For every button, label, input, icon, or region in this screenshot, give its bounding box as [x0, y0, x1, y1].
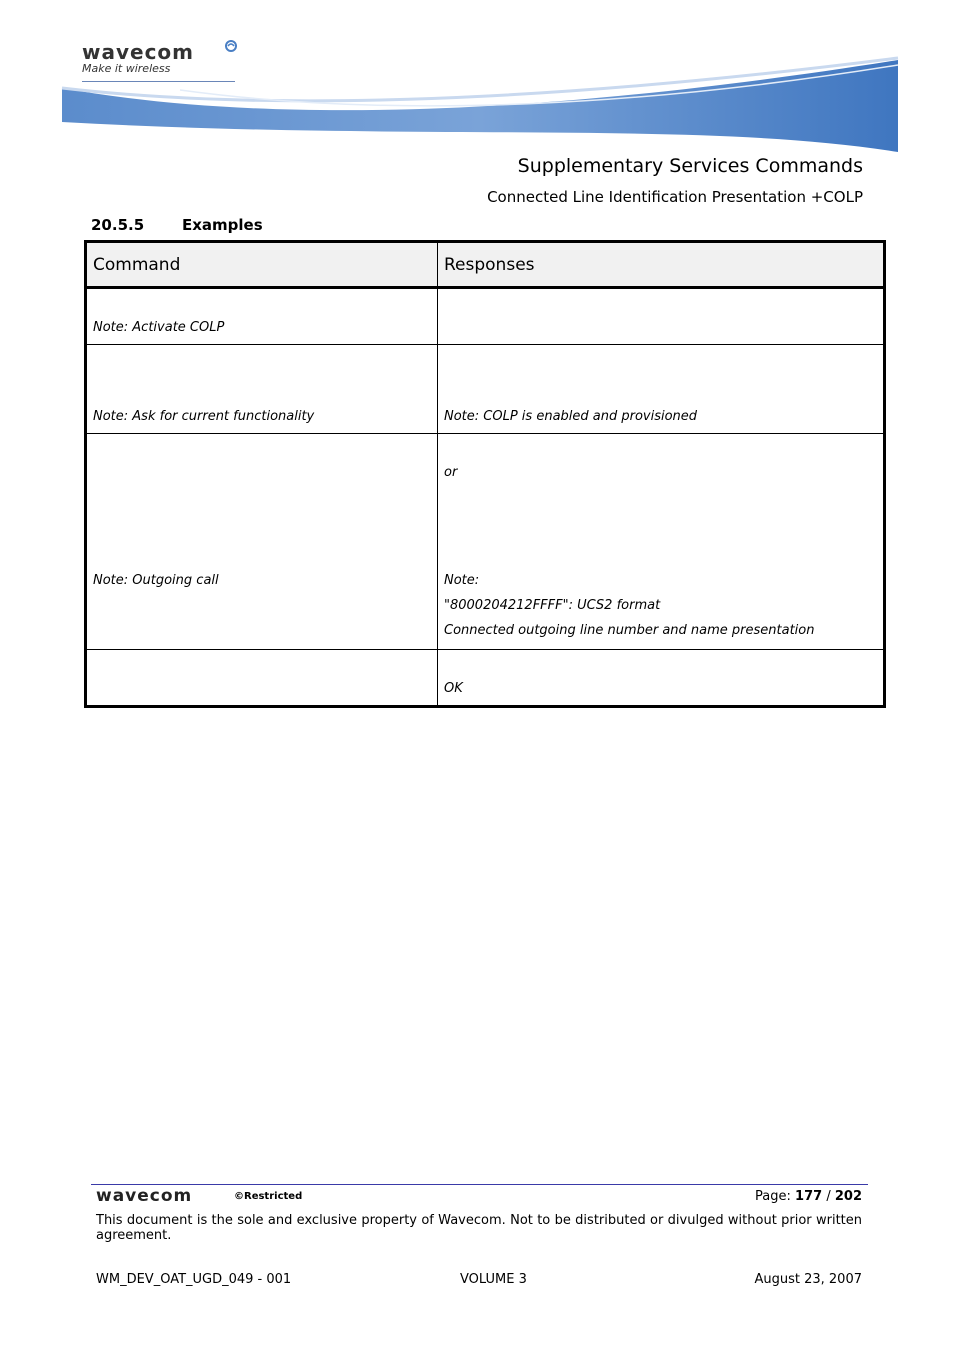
- column-header-command: Command: [86, 242, 438, 288]
- table-row: [86, 650, 885, 707]
- footer-rule: [91, 1184, 868, 1185]
- command-note: Note: Outgoing call: [93, 573, 219, 588]
- column-header-responses: Responses: [438, 242, 885, 288]
- response-cell: [438, 345, 885, 434]
- response-or: or: [444, 465, 458, 480]
- command-note: Note: Ask for current functionality: [93, 409, 315, 424]
- footer-date: August 23, 2007: [754, 1272, 862, 1287]
- response-ok: OK: [444, 681, 463, 696]
- footer-volume: VOLUME 3: [460, 1272, 527, 1287]
- command-cell: [86, 650, 438, 707]
- footer-doc-ref: WM_DEV_OAT_UGD_049 - 001: [96, 1272, 292, 1287]
- response-cell: [438, 434, 885, 650]
- page-number: [755, 1189, 862, 1204]
- header-wave-graphic: [0, 50, 954, 160]
- table-header-row: [86, 242, 885, 288]
- section-title: Examples: [182, 216, 263, 234]
- footer-legal-notice: This document is the sole and exclusive property of Wavecom. Not to be distributed or divulged without prior written agreement.: [96, 1213, 862, 1243]
- logo-tagline: Make it wireless: [82, 62, 171, 75]
- response-note-presentation: Connected outgoing line number and name presentation: [444, 623, 815, 638]
- page-label: Page:: [755, 1189, 791, 1204]
- table-row: [86, 288, 885, 345]
- response-note: Note: COLP is enabled and provisioned: [444, 409, 698, 424]
- section-number: 20.5.5: [91, 216, 145, 234]
- response-cell: [438, 650, 885, 707]
- command-cell: [86, 288, 438, 345]
- command-cell: [86, 434, 438, 650]
- examples-table: [84, 240, 886, 708]
- command-note: Note: Activate COLP: [93, 320, 225, 335]
- footer-logo: wavecom: [96, 1186, 193, 1206]
- table-row: [86, 434, 885, 650]
- response-note-ucs2: "8000204212FFFF": UCS2 format: [444, 598, 661, 613]
- page-separator: /: [826, 1189, 831, 1204]
- logo-wordmark: wavecom: [82, 40, 195, 64]
- footer-restricted: ©Restricted: [234, 1191, 303, 1202]
- page-subtitle: Connected Line Identification Presentation +COLP: [487, 188, 863, 206]
- page-current: 177: [795, 1189, 823, 1204]
- section-heading: [91, 216, 263, 234]
- response-cell: [438, 288, 885, 345]
- table-row: [86, 345, 885, 434]
- command-cell: [86, 345, 438, 434]
- page-title: Supplementary Services Commands: [517, 155, 863, 177]
- response-note-label: Note:: [444, 573, 480, 588]
- page-total: 202: [834, 1189, 862, 1204]
